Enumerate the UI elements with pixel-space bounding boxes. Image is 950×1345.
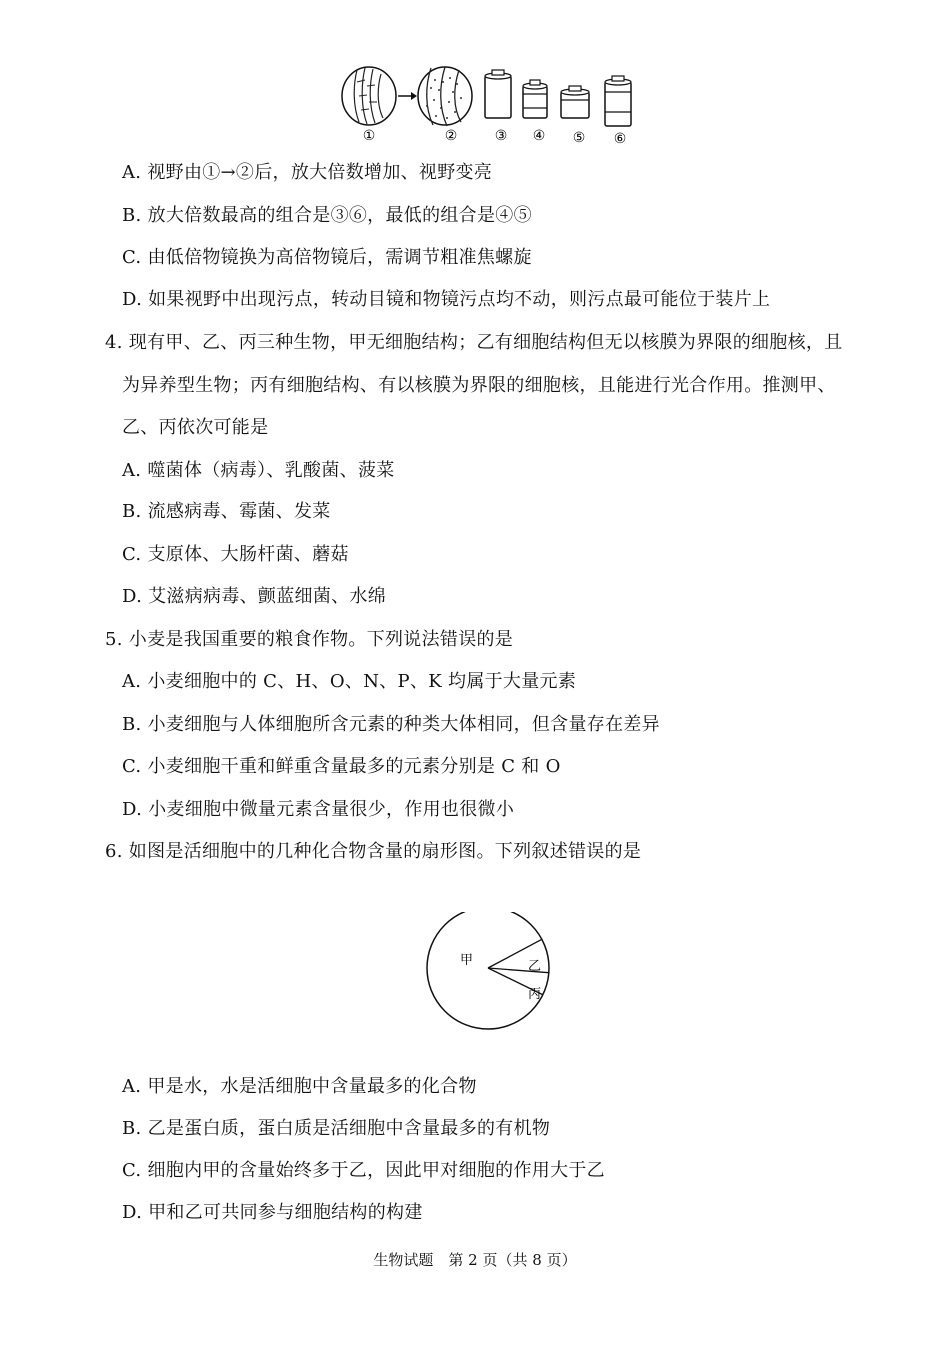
pie-label-jia: 甲 [460,953,474,968]
q6-stem: 6. 如图是活细胞中的几种化合物含量的扇形图。下列叙述错误的是 [105,841,642,862]
pie-chart [420,912,560,1042]
q5-option-d: D. 小麦细胞中微量元素含量很少，作用也很微小 [122,799,515,820]
q4-stem-line-3: 乙、丙依次可能是 [122,417,269,438]
q4-option-b: B. 流感病毒、霉菌、发菜 [122,501,331,522]
q6-option-a: A. 甲是水，水是活细胞中含量最多的化合物 [122,1076,477,1097]
q6-option-d: D. 甲和乙可共同参与细胞结构的构建 [122,1202,423,1223]
figure-label-1: ① [362,128,376,144]
objective-lens-short-icon [523,80,547,118]
q4-option-c: C. 支原体、大肠杆菌、蘑菇 [122,544,349,565]
q3-option-a: A. 视野由①→②后，放大倍数增加、视野变亮 [122,162,493,183]
q3-option-c: C. 由低倍物镜换为高倍物镜后，需调节粗准焦螺旋 [122,247,532,268]
q4-stem-line-2: 为异养型生物；丙有细胞结构、有以核膜为界限的细胞核，且能进行光合作用。推测甲、 [122,375,836,396]
q4-stem-line-1: 4. 现有甲、乙、丙三种生物，甲无细胞结构；乙有细胞结构但无以核膜为界限的细胞核，且 [105,332,843,353]
objective-lens-long-icon [485,70,511,118]
arrow-icon [398,92,417,100]
q5-option-b: B. 小麦细胞与人体细胞所含元素的种类大体相同，但含量存在差异 [122,714,660,735]
q4-option-d: D. 艾滋病病毒、颤蓝细菌、水绵 [122,586,387,607]
figure-label-4: ④ [532,128,546,144]
field-of-view-high-icon [418,67,472,126]
eyepiece-short-icon [561,86,589,118]
pie-label-yi: 乙 [528,959,542,974]
q3-option-b: B. 放大倍数最高的组合是③⑥，最低的组合是④⑤ [122,205,532,226]
figure-label-2: ② [444,128,458,144]
q6-option-b: B. 乙是蛋白质，蛋白质是活细胞中含量最多的有机物 [122,1118,551,1139]
q6-option-c: C. 细胞内甲的含量始终多于乙，因此甲对细胞的作用大于乙 [122,1160,605,1181]
q5-option-c: C. 小麦细胞干重和鲜重含量最多的元素分别是 C 和 O [122,756,561,777]
q5-option-a: A. 小麦细胞中的 C、H、O、N、P、K 均属于大量元素 [122,671,577,692]
q5-stem: 5. 小麦是我国重要的粮食作物。下列说法错误的是 [105,629,514,650]
pie-label-bing: 丙 [528,987,542,1002]
eyepiece-long-icon [605,76,631,126]
field-of-view-low-icon [342,67,396,125]
figure-label-6: ⑥ [613,131,627,146]
page-footer: 生物试题 第 2 页（共 8 页） [373,1251,577,1269]
microscope-figure [335,62,655,146]
figure-label-3: ③ [494,128,508,144]
q3-option-d: D. 如果视野中出现污点，转动目镜和物镜污点均不动，则污点最可能位于装片上 [122,289,771,310]
q4-option-a: A. 噬菌体（病毒）、乳酸菌、菠菜 [122,460,395,481]
figure-label-5: ⑤ [572,130,586,146]
